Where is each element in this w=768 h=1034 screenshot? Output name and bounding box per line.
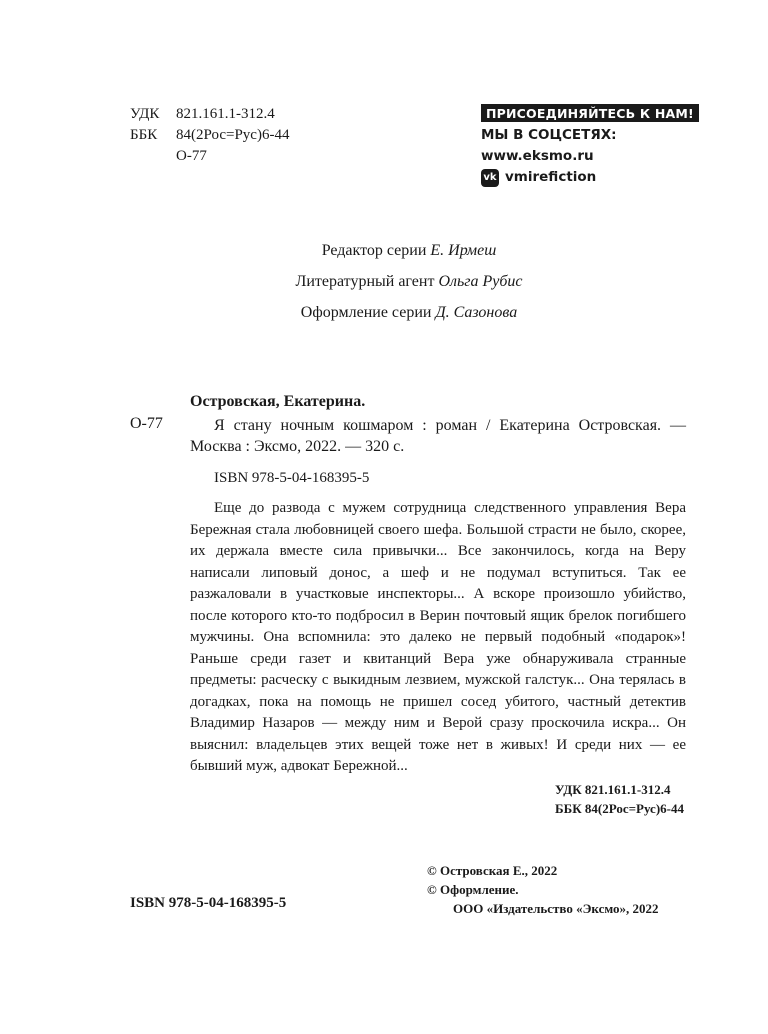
footer-isbn: ISBN 978-5-04-168395-5 <box>130 895 287 911</box>
social-subtitle: МЫ В СОЦСЕТЯХ: <box>481 127 617 143</box>
copyright-design: © Оформление. <box>427 882 519 897</box>
classification-block <box>130 104 289 167</box>
credits-block <box>0 235 768 328</box>
bbk-label: ББК <box>130 127 158 143</box>
site-link[interactable]: www.eksmo.ru <box>481 148 594 164</box>
credit-line <box>0 266 768 297</box>
annotation: Еще до развода с мужем сотрудница следственного управления Вера Бережная стала любовницей своего шефа. Большой страсти не было, скорее, их держала вместе сила привычки... Все закончилось, когда на Веру написали липовый донос, а шеф и не подумал вступиться. Так ее разжаловали в участковые инспекторы... А вскоре произошло убийство, после которого кто-то подбросил в Верин почтовый ящик брелок погибшего мужчины. Она вспомнила: это далеко не первый подобный «подарок»! Раньше среди газет и квитанций Вера уже обнаруживала странные предметы: расческу с выкидным лезвием, мужской галстук... Она терялась в догадках, пока на помощь не пришел сосед убитого, частный детектив Владимир Назаров — между ним и Верой сразу проскочила искра... Он выяснил: владельцев этих вещей тоже нет в живых! И среди них — ее бывший муж, адвокат Бережной... <box>190 500 686 774</box>
record-mark: О-77 <box>130 415 163 432</box>
social-block <box>481 104 699 188</box>
classification-codes <box>555 780 684 818</box>
credit-role: Редактор серии <box>321 242 427 259</box>
copyright-block <box>427 861 659 918</box>
credit-line <box>0 235 768 266</box>
vk-link[interactable]: vmirefiction <box>505 169 597 185</box>
author-heading: Островская, Екатерина. <box>190 393 366 410</box>
title-description: Я стану ночным кошмаром : роман / Екатерина Островская. — Москва : Эксмо, 2022. — 320 с. <box>190 417 686 455</box>
credit-name: Ольга Рубис <box>438 273 523 290</box>
join-us-banner: ПРИСОЕДИНЯЙТЕСЬ К НАМ! <box>481 104 699 122</box>
udk-code: УДК 821.161.1-312.4 <box>555 782 671 797</box>
credit-role: Оформление серии <box>300 304 432 321</box>
credit-role: Литературный агент <box>295 273 435 290</box>
bbk-code: ББК 84(2Рос=Рус)6-44 <box>555 801 684 816</box>
vk-icon: vk <box>481 169 499 187</box>
isbn: ISBN 978-5-04-168395-5 <box>214 470 370 486</box>
credit-name: Д. Сазонова <box>435 304 518 321</box>
credit-name: Е. Ирмеш <box>430 242 497 259</box>
udk-value: 821.161.1-312.4 <box>176 106 275 122</box>
credit-line <box>0 297 768 328</box>
author-mark: О-77 <box>176 148 207 164</box>
udk-label: УДК <box>130 106 160 122</box>
bbk-value: 84(2Рос=Рус)6-44 <box>176 127 290 143</box>
copyright-author: © Островская Е., 2022 <box>427 863 558 878</box>
publisher: ООО «Издательство «Эксмо», 2022 <box>453 901 659 916</box>
